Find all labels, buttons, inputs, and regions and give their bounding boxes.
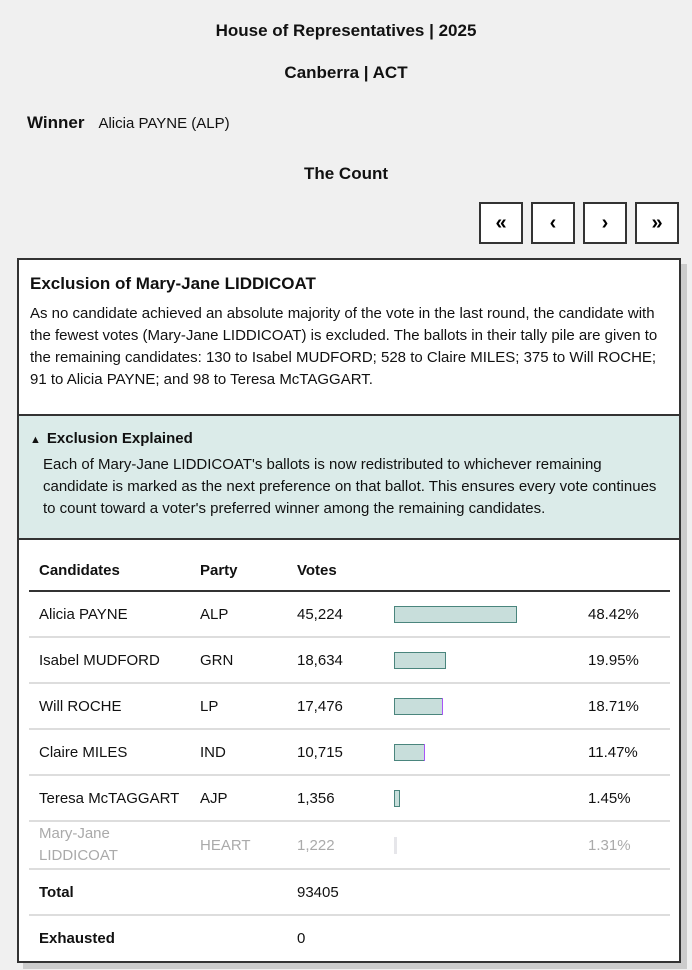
candidate-name: Mary-Jane LIDDICOAT (29, 821, 190, 869)
vote-bar (394, 837, 577, 854)
total-value: 93405 (287, 869, 384, 915)
header-candidates: Candidates (29, 550, 190, 591)
round-description: As no candidate achieved an absolute majority of the vote in the last round, the candidate with the fewest votes (Mary-Jane LIDDICOAT) is excluded. The ballots in their tally pile are given to the remaining candidates: 130 to Isabel MUDFORD; 528 to Claire MILES; 375 to Will ROCHE; 91 to Alicia PAYNE; and 98 to Teresa McTAGGART. (30, 305, 658, 388)
exclusion-explained-panel (19, 414, 679, 540)
candidate-party: LP (190, 683, 287, 729)
transfer-gain-bar (442, 698, 443, 715)
results-table (29, 550, 670, 960)
last-round-button[interactable]: » (635, 202, 679, 244)
candidate-votes: 45,224 (287, 591, 384, 637)
vote-bar (394, 606, 577, 623)
count-title: The Count (303, 164, 389, 183)
winner-value: Alicia PAYNE (ALP) (98, 115, 230, 132)
seat-title: Canberra | ACT (284, 63, 408, 82)
exclusion-explained-toggle[interactable] (30, 430, 679, 447)
candidate-name: Teresa McTAGGART (29, 775, 190, 821)
vote-bar (394, 790, 577, 807)
table-row (29, 729, 670, 775)
round-title: Exclusion of Mary-Jane LIDDICOAT (30, 274, 316, 293)
header-votes: Votes (287, 550, 384, 591)
candidate-name: Alicia PAYNE (29, 591, 190, 637)
candidate-percent: 18.71% (578, 683, 670, 729)
candidate-percent: 48.42% (578, 591, 670, 637)
candidate-name: Claire MILES (29, 729, 190, 775)
table-row (29, 591, 670, 637)
candidate-party: GRN (190, 637, 287, 683)
transfer-gain-bar (424, 744, 425, 761)
candidate-votes: 18,634 (287, 637, 384, 683)
total-label: Total (29, 869, 190, 915)
candidate-percent: 1.45% (578, 775, 670, 821)
candidate-votes: 1,222 (287, 821, 384, 869)
page-title: House of Representatives | 2025 (215, 21, 477, 40)
candidate-party: ALP (190, 591, 287, 637)
triangle-up-icon: ▲ (30, 434, 41, 446)
first-round-button[interactable]: « (479, 202, 523, 244)
explained-title: Exclusion Explained (46, 430, 193, 447)
exhausted-label: Exhausted (39, 929, 115, 947)
header-bar (384, 550, 578, 591)
vote-bar (394, 698, 577, 715)
table-row (29, 775, 670, 821)
table-row (29, 683, 670, 729)
header-percent (578, 550, 670, 591)
candidate-votes: 17,476 (287, 683, 384, 729)
table-row (29, 821, 670, 869)
exhausted-value: 0 (297, 929, 306, 947)
candidate-percent: 1.31% (578, 821, 670, 869)
table-row (29, 637, 670, 683)
candidate-party: HEART (190, 821, 287, 869)
previous-round-button[interactable]: ‹ (531, 202, 575, 244)
round-card (17, 258, 681, 963)
next-round-button[interactable]: › (583, 202, 627, 244)
candidate-percent: 19.95% (578, 637, 670, 683)
header-party: Party (190, 550, 287, 591)
winner-row (27, 113, 230, 133)
winner-label: Winner (27, 113, 85, 132)
candidate-percent: 11.47% (578, 729, 670, 775)
vote-bar (394, 744, 577, 761)
explained-text: Each of Mary-Jane LIDDICOAT's ballots is now redistributed to whichever remaining candidate is marked as the next preference on that ballot. This ensures every vote continues to count toward a voter's preferred winner among the remaining candidates. (43, 456, 657, 517)
candidate-votes: 10,715 (287, 729, 384, 775)
candidate-name: Isabel MUDFORD (29, 637, 190, 683)
candidate-votes: 1,356 (287, 775, 384, 821)
vote-bar (394, 652, 577, 669)
round-navigation (479, 202, 679, 244)
candidate-party: IND (190, 729, 287, 775)
candidate-party: AJP (190, 775, 287, 821)
candidate-name: Will ROCHE (29, 683, 190, 729)
